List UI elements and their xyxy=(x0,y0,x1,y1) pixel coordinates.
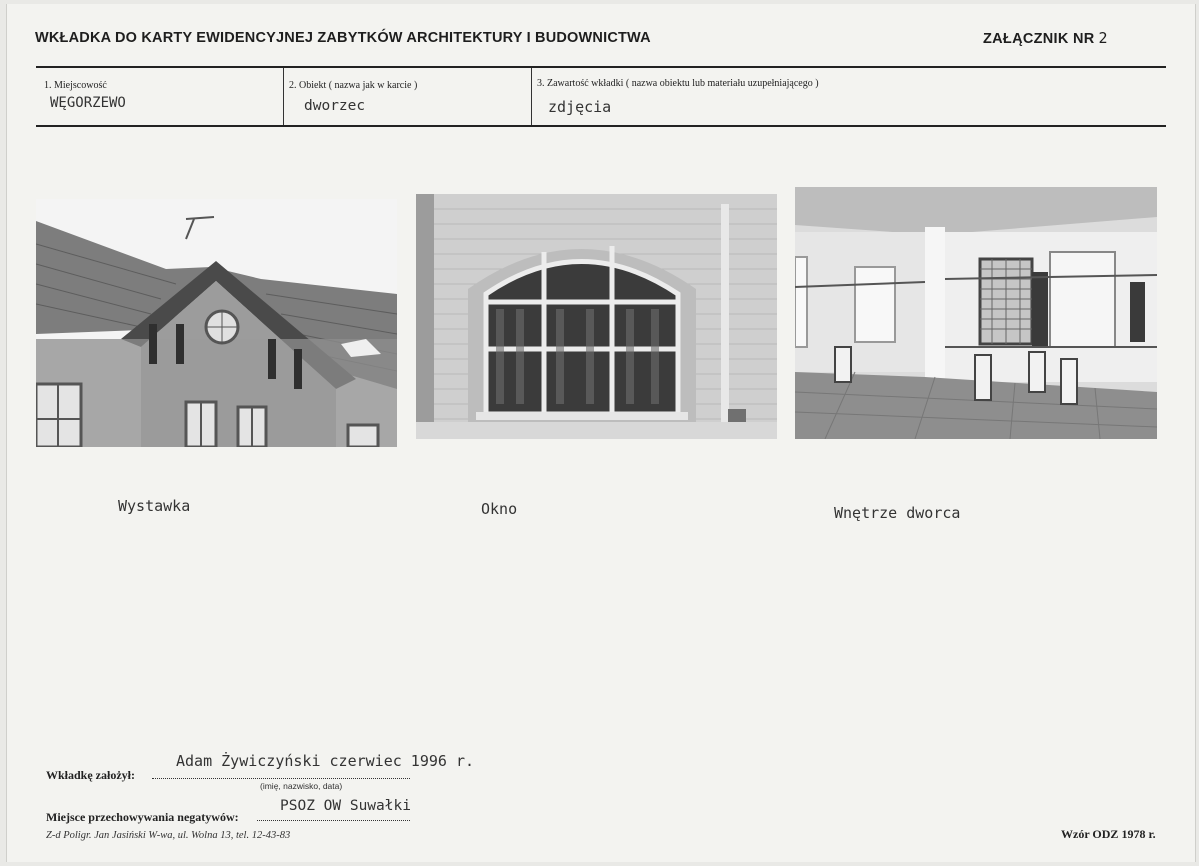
printer-note: Z-d Poligr. Jan Jasiński W-wa, ul. Wolna 13, tel. 12-43-83 xyxy=(46,830,291,841)
annex-label xyxy=(983,29,1108,47)
annex-number: 2 xyxy=(1098,29,1108,47)
arched-window-photo xyxy=(416,194,777,439)
created-by-hint: (imię, nazwisko, data) xyxy=(260,781,343,791)
content-value: zdjęcia xyxy=(548,98,612,116)
locality-label: 1. Miejscowość xyxy=(44,80,107,91)
negatives-value: PSOZ OW Suwałki xyxy=(280,798,411,814)
photo-caption-3: Wnętrze dworca xyxy=(834,504,961,522)
gable-dormer-photo xyxy=(36,199,397,447)
form-id: Wzór ODZ 1978 r. xyxy=(1061,827,1156,841)
object-label: 2. Obiekt ( nazwa jak w karcie ) xyxy=(289,80,418,91)
table-divider-2 xyxy=(531,68,532,125)
negatives-label: Miejsce przechowywania negatywów: xyxy=(46,810,239,824)
created-by-label: Wkładkę założył: xyxy=(46,768,135,782)
photo-caption-1: Wystawka xyxy=(118,497,191,515)
locality-value: WĘGORZEWO xyxy=(50,95,126,111)
station-interior-photo xyxy=(795,187,1157,439)
photo-caption-2: Okno xyxy=(481,500,518,518)
annex-label-text: ZAŁĄCZNIK NR xyxy=(983,31,1095,47)
created-by-value: Adam Żywiczyński czerwiec 1996 r. xyxy=(176,752,475,770)
table-top-rule xyxy=(36,66,1166,68)
table-bottom-rule xyxy=(36,125,1166,127)
content-label: 3. Zawartość wkładki ( nazwa obiektu lub materiału uzupełniającego ) xyxy=(537,78,819,89)
form-title: WKŁADKA DO KARTY EWIDENCYJNEJ ZABYTKÓW ARCHITEKTURY I BUDOWNICTWA xyxy=(35,30,651,46)
object-value: dworzec xyxy=(304,98,366,114)
created-by-line xyxy=(152,766,410,779)
table-divider-1 xyxy=(283,68,284,125)
negatives-line xyxy=(257,808,410,821)
